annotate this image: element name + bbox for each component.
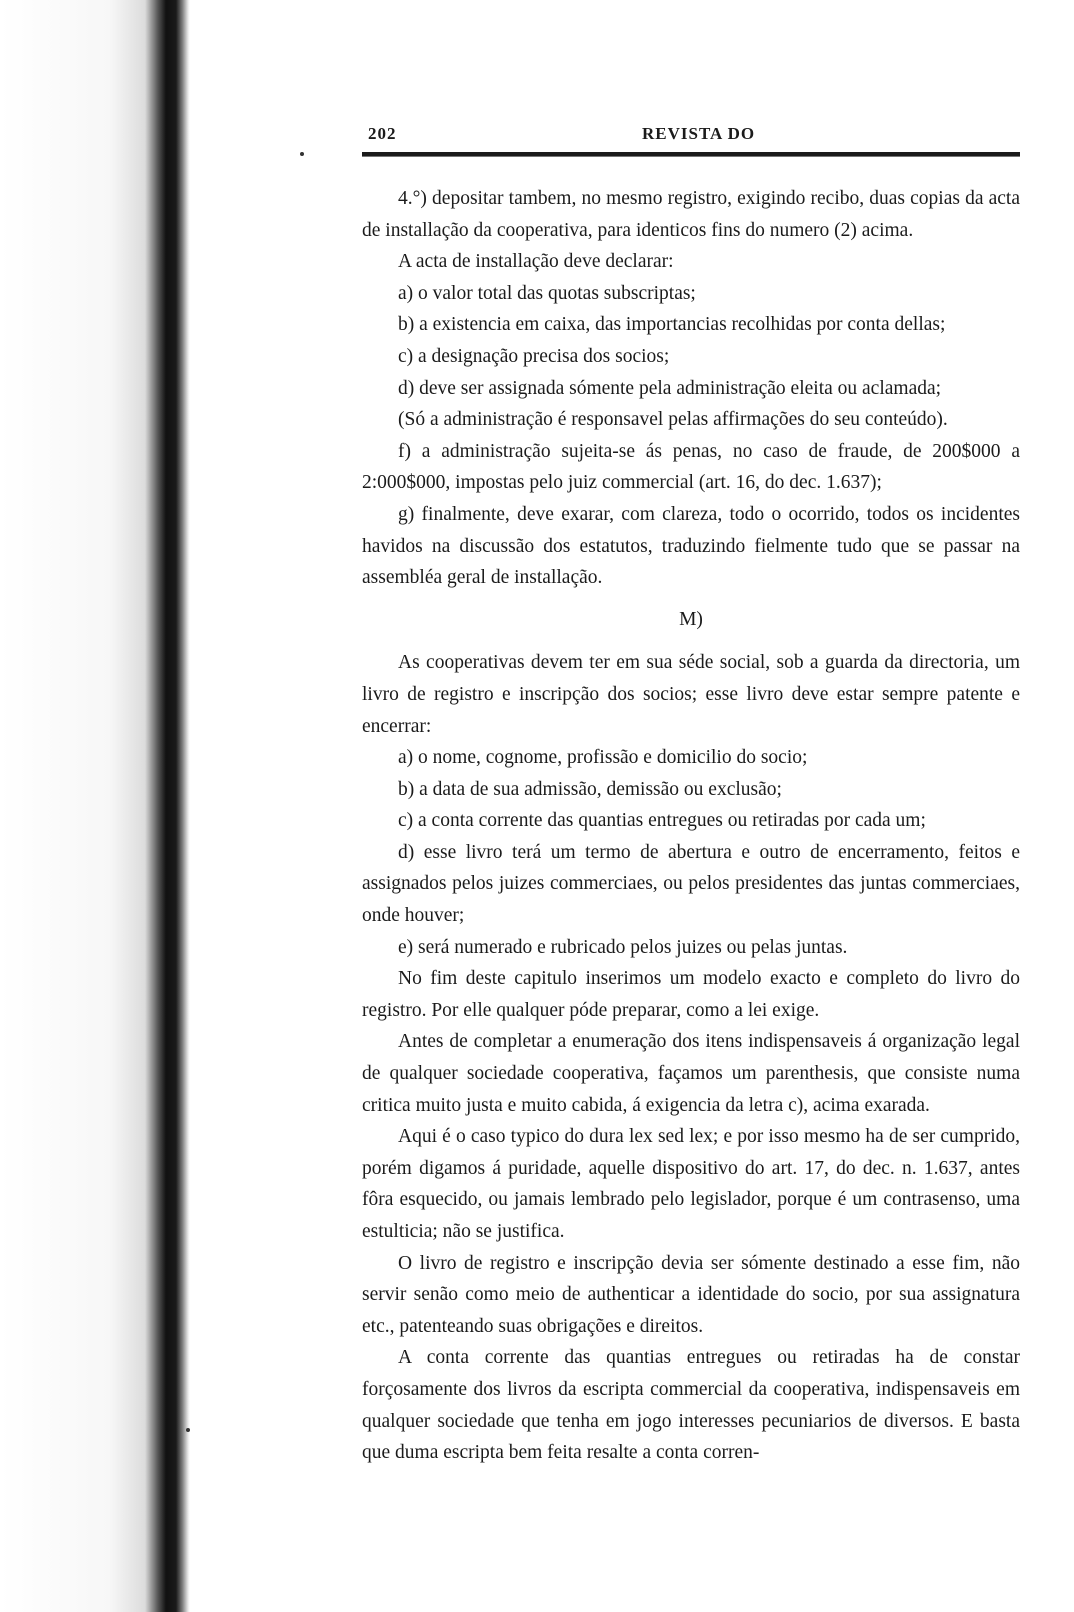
print-speck [300,152,304,156]
paragraph: O livro de registro e inscripção devia ser sómente destinado a esse fim, não servir senão como meio de authenticar a identidade do socio, por sua assignatura etc., patenteando suas obrigações e direitos. [362,1252,1020,1337]
paragraph: c) a designação precisa dos socios; [398,345,670,367]
book-gutter-shadow [0,0,190,1612]
paragraph: 4.°) depositar tambem, no mesmo registro, exigindo recibo, duas copias da acta de installação da cooperativa, para identicos fins do numero (2) acima. [362,188,1020,241]
print-speck [186,1428,190,1432]
page-body [362,183,1020,1469]
paragraph: d) esse livro terá um termo de abertura e outro de encerramento, feitos e assignados pelos juizes commerciaes, ou pelos presidentes das juntas commerciaes, onde houver; [362,841,1020,927]
page-number: 202 [368,124,397,143]
paragraph: a) o nome, cognome, profissão e domicilio do socio; [398,747,808,769]
paragraph: A conta corrente das quantias entregues ou retiradas ha de constar forçosamente dos livros da escripta commercial da cooperativa, indispensaveis em qualquer sociedade que tenha em jogo interesses pecuniarios de diversos. E basta que duma escripta bem feita resalte a conta corren- [362,1347,1020,1464]
paragraph: d) deve ser assignada sómente pela administração eleita ou aclamada; [398,377,942,399]
book-page [362,110,1020,1469]
paragraph: c) a conta corrente das quantias entregues ou retiradas por cada um; [398,810,926,832]
paragraph: Aqui é o caso typico do dura lex sed lex; e por isso mesmo ha de ser cumprido, porém digamos á puridade, aquelle dispositivo do art. 17, do dec. n. 1.637, antes fôra esquecido, ou jamais lembrado pelo legislador, porque é um contrasenso, uma estulticia; não se justifica. [362,1126,1020,1242]
paragraph: b) a existencia em caixa, das importancias recolhidas por conta dellas; [398,314,946,336]
paragraph: As cooperativas devem ter em sua séde social, sob a guarda da directoria, um livro de registro e inscripção dos socios; esse livro deve estar sempre patente e encerrar: [362,652,1020,737]
paragraph: e) será numerado e rubricado pelos juizes ou pelas juntas. [398,936,848,958]
running-header [362,110,1020,152]
paragraph: A acta de installação deve declarar: [398,251,674,273]
header-rule [362,152,1020,157]
paragraph: b) a data de sua admissão, demissão ou exclusão; [398,778,782,800]
section-heading: M) [679,608,703,630]
paragraph: f) a administração sujeita-se ás penas, no caso de fraude, de 200$000 a 2:000$000, impostas pelo juiz commercial (art. 16, do dec. 1.637); [362,440,1020,494]
paragraph: (Só a administração é responsavel pelas affirmações do seu conteúdo). [398,409,948,431]
running-title: REVISTA DO [642,124,756,143]
paragraph: Antes de completar a enumeração dos itens indispensaveis á organização legal de qualquer sociedade cooperativa, façamos um parenthesis, que consiste numa critica muito justa e muito cabida, á exigencia da letra c), acima exarada. [362,1031,1020,1116]
paragraph: No fim deste capitulo inserimos um modelo exacto e completo do livro do registro. Por elle qualquer póde preparar, como a lei exige. [362,968,1020,1021]
paragraph: g) finalmente, deve exarar, com clareza, todo o ocorrido, todos os incidentes havidos na discussão dos estatutos, traduzindo fielmente tudo que se passar na assembléa geral de installação. [362,503,1020,589]
paragraph: a) o valor total das quotas subscriptas; [398,282,696,304]
